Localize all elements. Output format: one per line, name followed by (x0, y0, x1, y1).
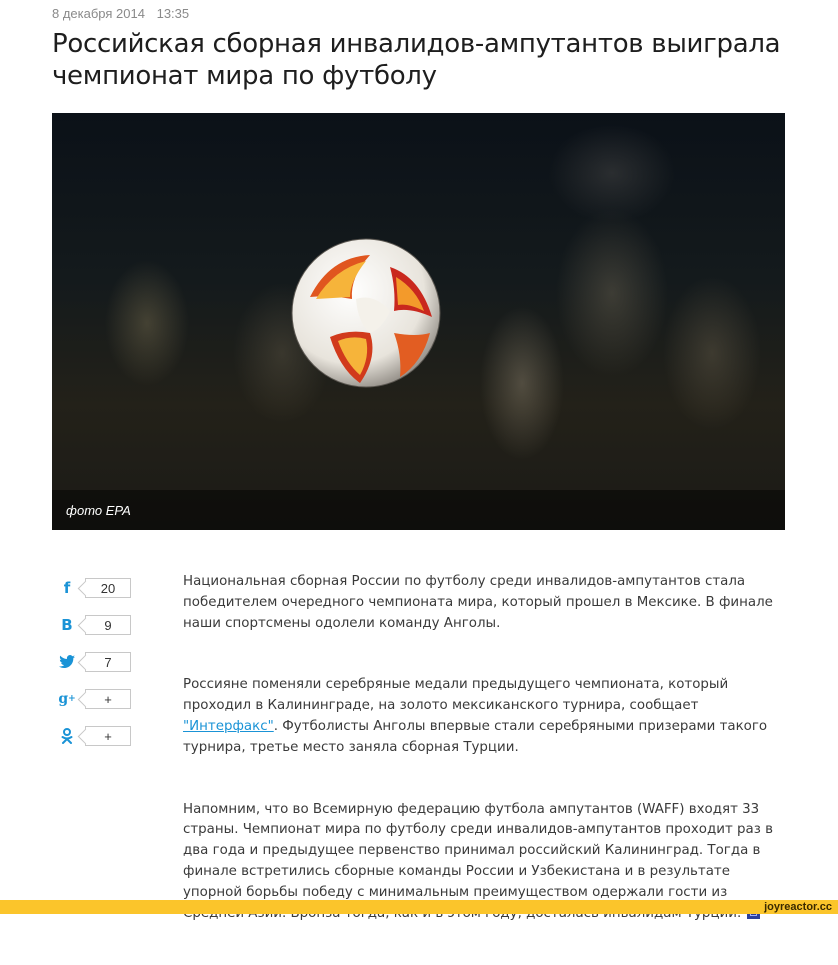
article-photo (52, 113, 785, 530)
share-count-value: 9 (104, 617, 112, 633)
article-headline: Российская сборная инвалидов-ампутантов выиграла чемпионат мира по футболу (52, 29, 781, 91)
caption-overlay (52, 490, 785, 530)
share-count (85, 652, 131, 672)
share-count-value: + (104, 728, 112, 744)
share-count (85, 689, 131, 709)
footer-bar (0, 900, 838, 914)
paragraph-text: Россияне поменяли серебряные медали предыдущего чемпионата, который проходил в Калининграде, на золото мексиканского турнира, сообщает (183, 677, 729, 714)
date-text: 8 декабря 2014 (52, 6, 145, 21)
vkontakte-icon[interactable]: В (61, 616, 73, 634)
paragraph-text: . Футболисты Анголы впервые стали серебряными призерами такого турнира, третье место заняла сборная Турции. (183, 718, 768, 755)
share-count (85, 726, 131, 746)
odnoklassniki-icon[interactable] (58, 726, 76, 746)
article-paragraph-1: Национальная сборная России по футболу среди инвалидов-ампутантов стала победителем очередного чемпионата мира, который прошел в Мексике. В финале наши спортсмены одолели команду Анголы. (183, 574, 773, 631)
google-plus-icon[interactable]: g + (58, 691, 76, 707)
facebook-icon[interactable]: f (63, 579, 71, 597)
share-count (85, 578, 131, 598)
twitter-icon[interactable] (58, 652, 76, 672)
photo-caption: фото EPA (66, 503, 131, 518)
publish-date (52, 6, 189, 21)
site-watermark: joyreactor.cc (764, 901, 832, 913)
article-paragraph-2 (183, 675, 783, 758)
share-count (85, 615, 131, 635)
interfax-link[interactable]: "Интерфакс" (183, 718, 274, 734)
time-text: 13:35 (156, 6, 190, 21)
share-count-value: 20 (100, 580, 116, 596)
share-count-value: + (104, 691, 112, 707)
paragraph-text: Напомним, что во Всемирную федерацию футбола ампутантов (WAFF) входят 33 страны. Чемпионат мира по футболу среди инвалидов-ампутантов проходит раз в два года и предыдущее первенство принимал российский Калининград. Тогда в финале встретились сборные команды России и Узбекистана и в результате упорной борьбы победу с минимальным преимуществом одержали гости из (183, 801, 773, 900)
football-image (290, 237, 442, 389)
share-count-value: 7 (104, 654, 112, 670)
